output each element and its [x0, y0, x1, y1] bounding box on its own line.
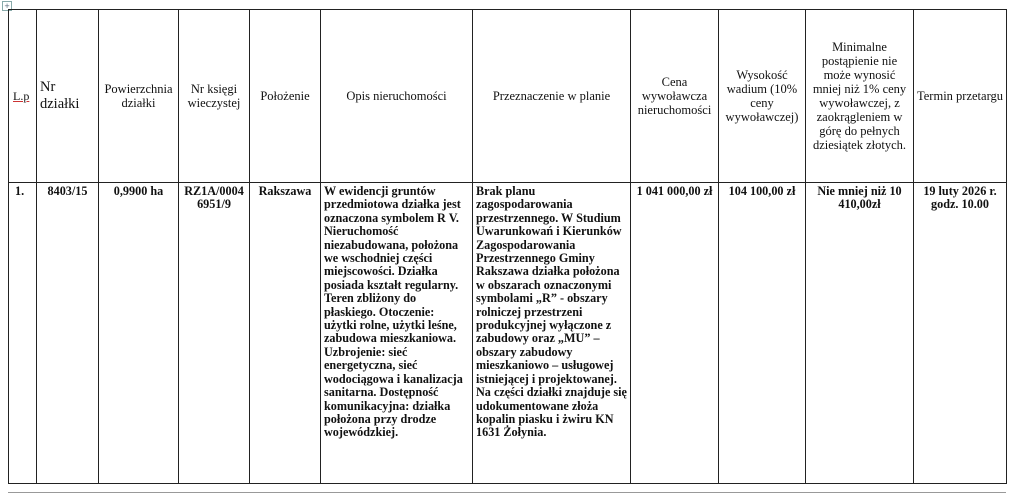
header-nr-ksiegi: Nr księgi wieczystej — [179, 10, 250, 183]
cell-powierzchnia: 0,9900 ha — [99, 183, 179, 484]
cell-lp: 1. — [9, 183, 37, 484]
header-polozenie: Położenie — [250, 10, 321, 183]
cell-cena: 1 041 000,00 zł — [631, 183, 719, 484]
table-row — [9, 183, 1007, 484]
cell-polozenie: Rakszawa — [250, 183, 321, 484]
header-opis: Opis nieruchomości — [321, 10, 473, 183]
table-move-handle-icon[interactable]: + — [2, 1, 12, 11]
header-cena: Cena wywoławcza nieruchomości — [631, 10, 719, 183]
header-powierzchnia: Powierzchnia działki — [99, 10, 179, 183]
header-row — [9, 10, 1007, 183]
header-termin: Termin przetargu — [914, 10, 1007, 183]
header-nr-dzialki: Nr działki — [37, 10, 99, 183]
header-postapienie: Minimalne postąpienie nie może wynosić mniej niż 1% ceny wywoławczej, z zaokrągleniem w górę do pełnych dziesiątek złotych. — [806, 10, 914, 183]
auction-table — [8, 9, 1007, 484]
cell-nr-ksiegi: RZ1A/00046951/9 — [179, 183, 250, 484]
header-wadium: Wysokość wadium (10% ceny wywoławczej) — [719, 10, 806, 183]
header-przeznaczenie: Przeznaczenie w planie — [473, 10, 631, 183]
cell-przeznaczenie: Brak planu zagospodarowania przestrzennego. W Studium Uwarunkowań i Kierunków Zagospodarowania Przestrzennego Gminy Rakszawa działka położona w obszarach oznaczonymi symbolami „R” - obszary rolniczej przestrzeni produkcyjnej wyłączone z zabudowy oraz „MU” – obszary zabudowy mieszkaniowo – usługowej istniejącej i projektowanej. Na części działki znajduje się udokumentowane złoża kopalin piasku i żwiru KN 1631 Żołynia. — [473, 183, 631, 484]
divider — [8, 492, 1006, 493]
cell-wadium: 104 100,00 zł — [719, 183, 806, 484]
cell-termin: 19 luty 2026 r. godz. 10.00 — [914, 183, 1007, 484]
cell-postapienie: Nie mniej niż 10 410,00zł — [806, 183, 914, 484]
header-lp: L.p — [9, 10, 37, 183]
cell-opis: W ewidencji gruntów przedmiotowa działka jest oznaczona symbolem R V. Nieruchomość niezabudowana, położona we wschodniej części miejscowości. Działka posiada kształt regularny. Teren zbliżony do płaskiego. Otoczenie: użytki rolne, użytki leśne, zabudowa mieszkaniowa. Uzbrojenie: sieć energetyczna, sieć wodociągowa i kanalizacja sanitarna. Dostępność komunikacyjna: działka położona przy drodze wojewódzkiej. — [321, 183, 473, 484]
cell-nr-dzialki: 8403/15 — [37, 183, 99, 484]
